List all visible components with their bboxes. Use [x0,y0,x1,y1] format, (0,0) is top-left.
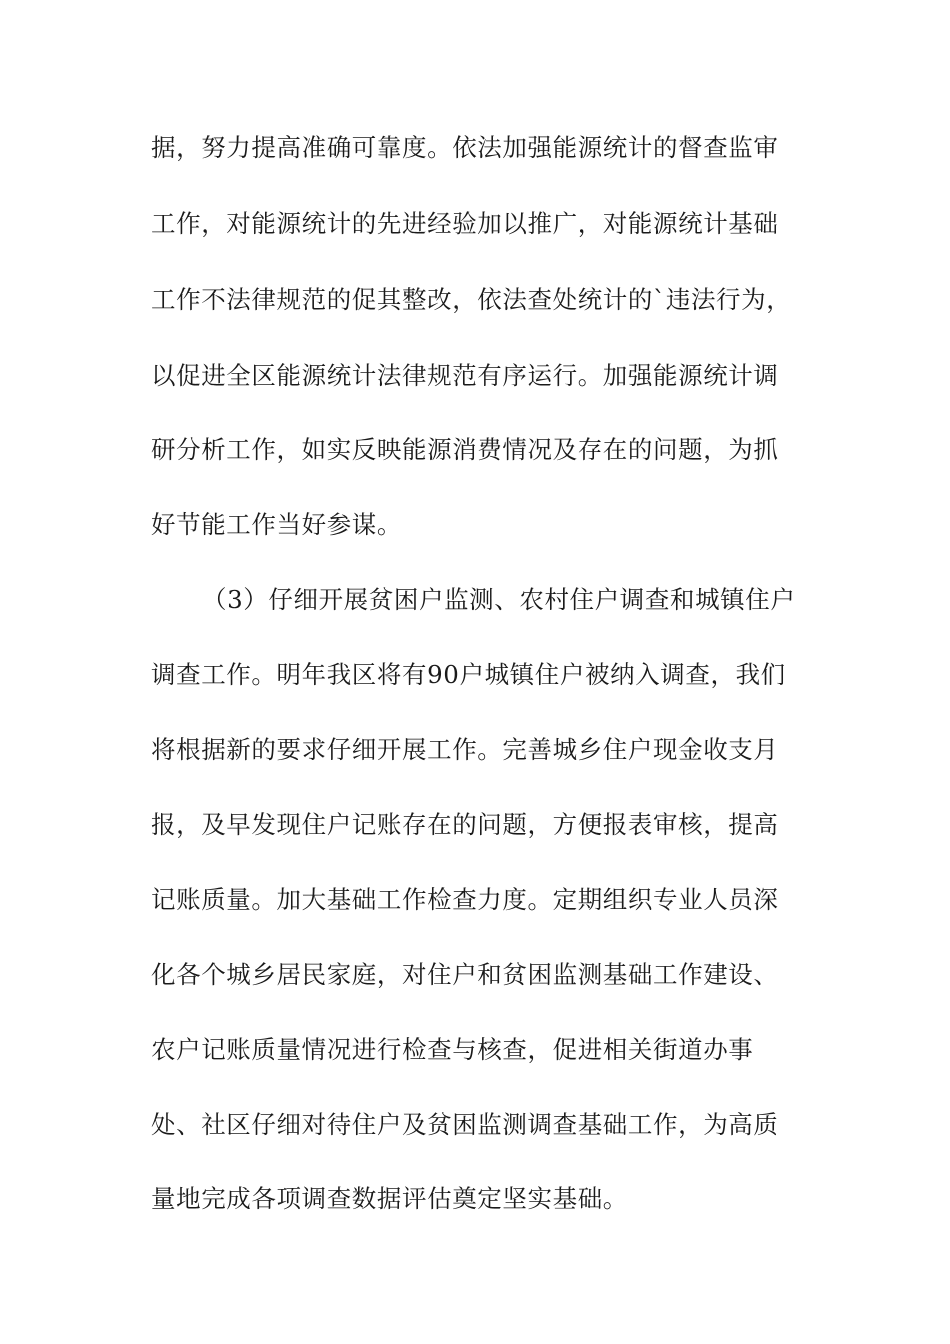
text-line: 记账质量。加大基础工作检查力度。定期组织专业人员深 [151,885,779,914]
text-line: 农户记账质量情况进行检查与核查，促进相关街道办事 [151,1035,754,1064]
text-line: 化各个城乡居民家庭，对住户和贫困监测基础工作建设、 [151,960,779,989]
text-line: 工作，对能源统计的先进经验加以推广，对能源统计基础 [151,209,779,238]
text-line: 好节能工作当好参谋。 [151,510,402,539]
text-line: 处、社区仔细对待住户及贫困监测调查基础工作，为高质 [151,1110,779,1139]
text-line: 工作不法律规范的促其整改，依法查处统计的`违法行为， [151,285,792,314]
text-line: 以促进全区能源统计法律规范有序运行。加强能源统计调 [151,361,779,390]
text-line: 调查工作。明年我区将有90户城镇住户被纳入调查，我们 [151,660,786,689]
text-line: 据，努力提高准确可靠度。依法加强能源统计的督查监审 [151,133,779,162]
text-line: 研分析工作，如实反映能源消费情况及存在的问题，为抓 [151,435,779,464]
paragraph-start-line: （3）仔细开展贫困户监测、农村住户调查和城镇住户 [202,585,796,614]
text-line: 将根据新的要求仔细开展工作。完善城乡住户现金收支月 [151,735,779,764]
text-line: 量地完成各项调查数据评估奠定坚实基础。 [151,1184,628,1213]
text-line: 报，及早发现住户记账存在的问题，方便报表审核，提高 [151,810,779,839]
